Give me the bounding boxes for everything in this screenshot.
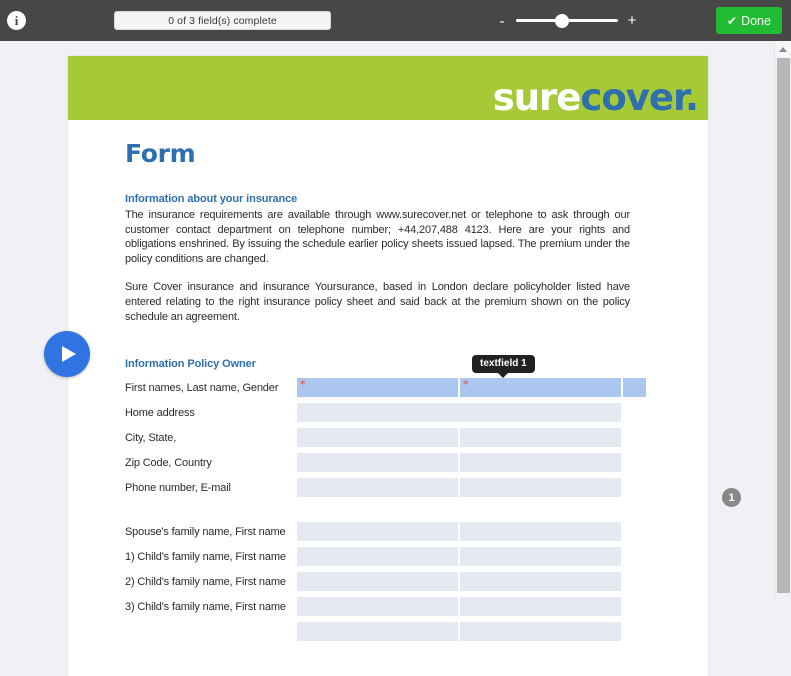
field-spouse-family-name[interactable] (297, 522, 458, 541)
form-row-fields (297, 622, 621, 641)
form-row-fields (297, 572, 621, 591)
section-heading-policy-owner: Information Policy Owner (125, 358, 256, 371)
form-spacer (125, 502, 689, 521)
document-body (68, 120, 708, 646)
form-row-fields (297, 478, 621, 497)
section-heading-insurance-info: Information about your insurance (125, 193, 298, 205)
page-number-badge: 1 (722, 488, 741, 507)
page-title: Form (125, 139, 196, 168)
form-row-fields (297, 428, 621, 447)
field-country[interactable] (460, 453, 621, 472)
form-row (125, 377, 689, 398)
info-icon[interactable]: i (7, 11, 26, 30)
form-row-label: Home address (125, 406, 195, 419)
form-progress-status (114, 11, 331, 30)
done-button-label: Done (741, 13, 771, 28)
form-row-fields (297, 403, 621, 422)
zoom-slider-handle[interactable] (555, 14, 569, 28)
field-gender[interactable] (623, 378, 646, 397)
zoom-in-button[interactable]: + (627, 12, 637, 29)
form-row (125, 621, 689, 642)
document-banner (68, 56, 708, 120)
form-row-label: 1) Child's family name, First name (125, 550, 286, 563)
scrollbar-thumb[interactable] (777, 58, 790, 593)
form-row-label: Zip Code, Country (125, 456, 212, 469)
scroll-up-arrow-icon[interactable] (775, 41, 791, 57)
field-spouse-first-name[interactable] (460, 522, 621, 541)
form-row-fields (297, 597, 621, 616)
form-row (125, 546, 689, 567)
field-extra-first-name[interactable] (460, 622, 621, 641)
field-extra-family-name[interactable] (297, 622, 458, 641)
field-child2-first-name[interactable] (460, 572, 621, 591)
zoom-control-group (496, 10, 638, 31)
logo-text-cover: cover. (580, 76, 698, 119)
form-row (125, 427, 689, 448)
form-row-label: 3) Child's family name, First name (125, 600, 286, 613)
field-child3-first-name[interactable] (460, 597, 621, 616)
arrow-right-icon (62, 346, 76, 362)
next-field-button[interactable] (44, 331, 90, 377)
form-row-label: Spouse's family name, First name (125, 525, 286, 538)
paragraph-declaration: Sure Cover insurance and insurance Yoursurance, based in London declare policyholder listed have entered relating to the right insurance policy sheet and said back at the premium shown on the policy schedule an agreement. (125, 281, 630, 323)
field-phone-number[interactable] (297, 478, 458, 497)
field-email[interactable] (460, 478, 621, 497)
form-progress-label: 0 of 3 field(s) complete (168, 14, 277, 27)
logo-text-sure: sure (492, 76, 581, 119)
document-page (68, 56, 708, 676)
field-child1-family-name[interactable] (297, 547, 458, 566)
vertical-scrollbar[interactable] (774, 41, 791, 602)
form-row (125, 452, 689, 473)
required-marker-icon: * (463, 378, 469, 392)
field-state[interactable] (460, 428, 621, 447)
form-row-label: City, State, (125, 431, 177, 444)
form-row (125, 521, 689, 542)
top-toolbar (0, 0, 791, 41)
field-child3-family-name[interactable] (297, 597, 458, 616)
field-first-names[interactable] (297, 378, 458, 397)
zoom-slider-track[interactable] (516, 19, 618, 22)
zoom-out-button[interactable]: - (499, 12, 505, 30)
required-marker-icon: * (300, 378, 306, 392)
field-home-address[interactable] (297, 403, 621, 422)
surecover-logo (492, 76, 708, 120)
form-row-label: 2) Child's family name, First name (125, 575, 286, 588)
form-row (125, 571, 689, 592)
field-tooltip: textfield 1 (472, 355, 535, 373)
form-row-fields (297, 453, 621, 472)
done-button[interactable] (716, 7, 782, 34)
form-row-label: Phone number, E-mail (125, 481, 231, 494)
form-row (125, 402, 689, 423)
form-row-fields (297, 522, 621, 541)
field-child2-family-name[interactable] (297, 572, 458, 591)
form-row (125, 477, 689, 498)
document-viewer (0, 41, 791, 613)
paragraph-insurance-requirements: The insurance requirements are available through www.surecover.net or telephone to ask through our customer contact department on telephone number; +44,207,488 4123. Here are your rights and obligations enshrined. By issuing the schedule earlier policy sheets issued lapsed. The premium under the policy conditions are changed. (125, 209, 630, 265)
field-city[interactable] (297, 428, 458, 447)
field-child1-first-name[interactable] (460, 547, 621, 566)
field-zip-code[interactable] (297, 453, 458, 472)
form-row-label: First names, Last name, Gender (125, 381, 279, 394)
form-row-fields (297, 547, 621, 566)
form-row (125, 596, 689, 617)
form-row-fields (297, 378, 646, 397)
field-last-name[interactable] (460, 378, 621, 397)
check-icon: ✔ (727, 13, 738, 28)
